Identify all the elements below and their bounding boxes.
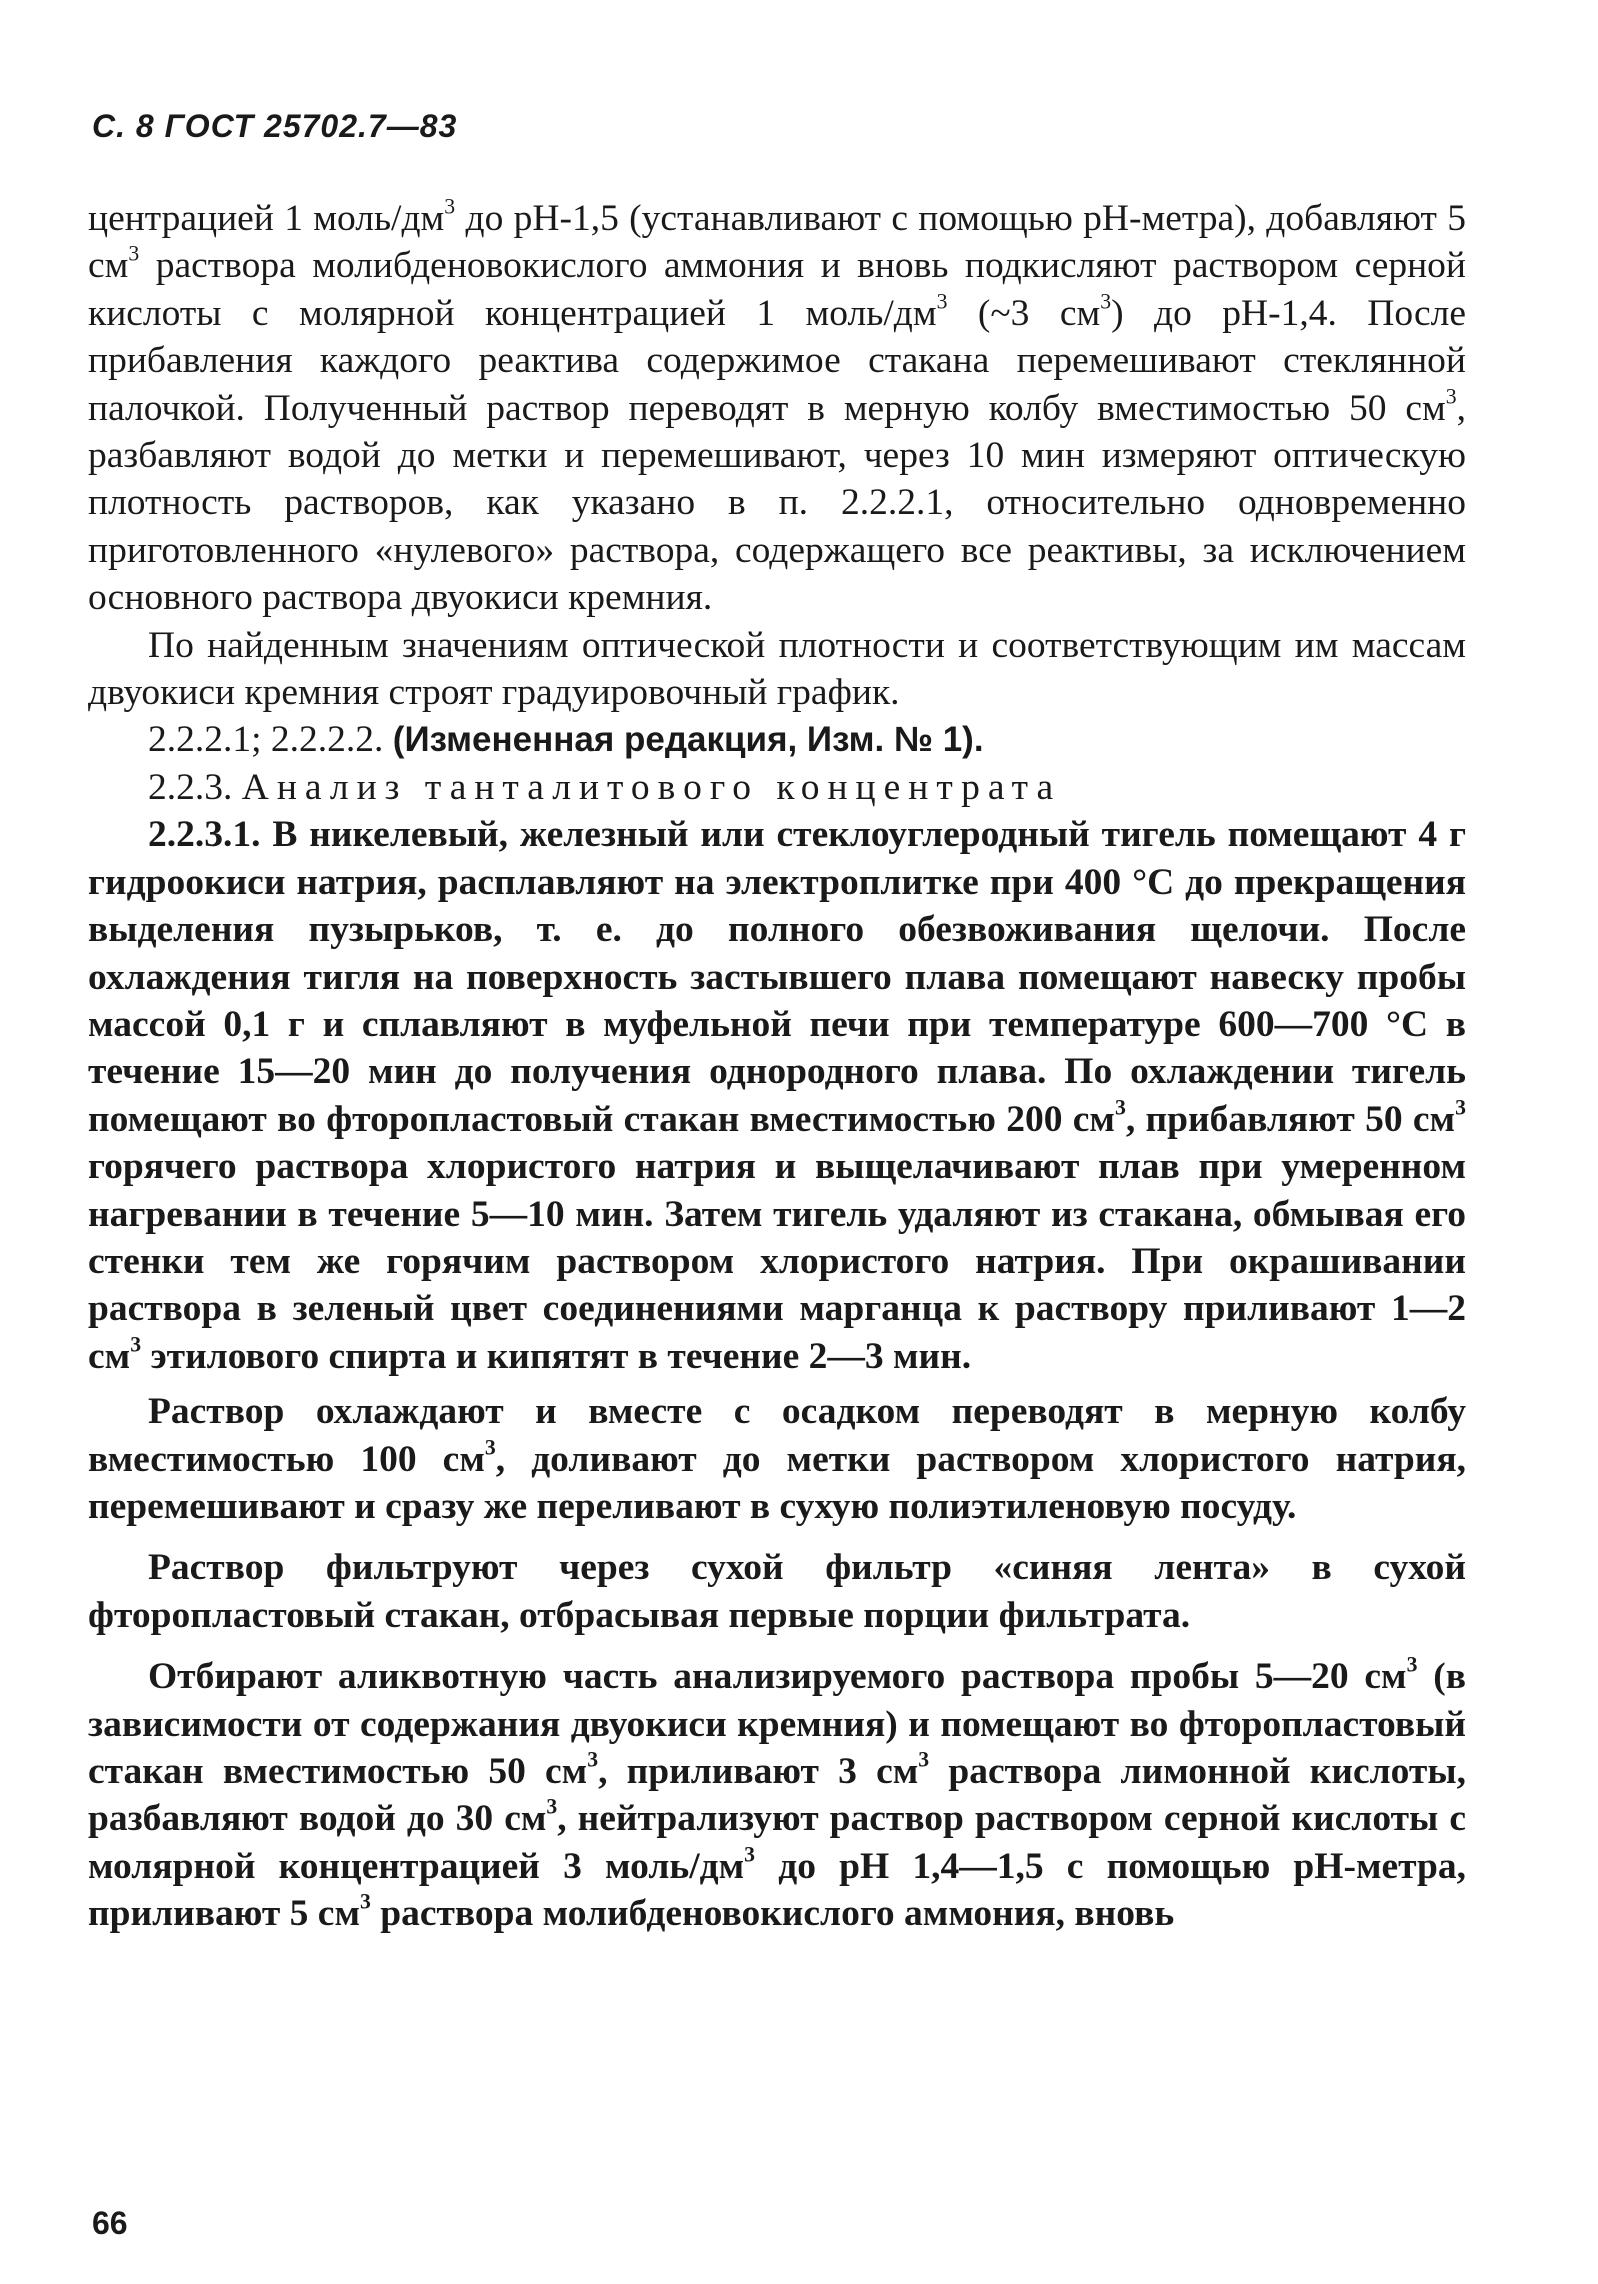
text-run: раствора молибденовокислого аммония, вновь (370, 1893, 1175, 1935)
paragraph-procedure (88, 811, 1466, 1380)
text-run: центрацией 1 моль/дм (88, 198, 445, 239)
section-heading (88, 764, 1466, 811)
superscript: 3 (546, 1795, 558, 1820)
text-run: до рН 1,4—1,5 с помощью рН-метра, приливают 5 см (88, 1845, 1466, 1935)
text-run: этилового спирта и кипятят в течение 2—3 мин. (141, 1335, 972, 1377)
superscript: 3 (1100, 289, 1112, 314)
text-run: ) до рН-1,4. После прибавления каждого реактива содержимое стакана перемешивают стеклянной палочкой. Полученный раствор переводят в мерную колбу вместимостью 50 см (88, 292, 1467, 429)
text-run: горячего раствора хлористого натрия и выщелачивают плав при умеренном нагревании в течение 5—10 мин. Затем тигель удаляют из стакана, обмывая его стенки тем же горячим раствором хлористого натрия. При окрашивании раствора в зеленый цвет соединениями марганца к раствору приливают 1—2 см (88, 1146, 1466, 1377)
text-run: , приливают 3 см (598, 1751, 919, 1792)
paragraph-amendment-note (88, 716, 1466, 763)
text-run: Раствор охлаждают и вместе с осадком переводят в мерную колбу вместимостью 100 см (88, 1391, 1466, 1480)
superscript: 3 (444, 194, 456, 219)
superscript: 3 (484, 1435, 496, 1460)
superscript: 3 (1114, 1095, 1126, 1120)
superscript: 3 (1445, 384, 1457, 409)
running-header: С. 8 ГОСТ 25702.7—83 (92, 108, 458, 144)
text-run: Отбирают аликвотную часть анализируемого раствора пробы 5—20 см (148, 1656, 1407, 1698)
superscript: 3 (360, 1889, 371, 1914)
superscript: 3 (587, 1747, 599, 1772)
text-run: 2.2.3.1. В никелевый, железный или стеклоуглеродный тигель помещают 4 г гидроокиси натрия, расплавляют на электроплитке при 400 °С до прекращения выделения пузырьков, т. е. до полного обезвоживания щелочи. После охлаждения тигля на поверхность застывшего плава помещают навеску пробы массой 0,1 г и сплавляют в муфельной печи при температуре 600—700 °С в течение 15—20 мин до получения однородного плава. По охлаждении тигель помещают во фторопластовый стакан вместимостью 200 см (88, 814, 1466, 1140)
text-run: , нейтрализуют раствор раствором серной кислоты с молярной концентрацией 3 моль/дм (88, 1798, 1466, 1887)
text-run: (в зависимости от содержания двуокиси кремния) и помещают во фторопластовый стакан вместимостью 50 см (88, 1656, 1466, 1792)
body-text (88, 195, 1466, 1938)
paragraph-aliquot (88, 1653, 1466, 1937)
text-run: , прибавляют 50 см (1125, 1098, 1456, 1140)
page-number: 66 (92, 2205, 128, 2241)
text-run: , разбавляют водой до метки и перемешивают, через 10 мин измеряют оптическую плотность растворов, как указано в п. 2.2.2.1, относительно одновременно приготовленного «нулевого» раствора, содержащего все реактивы, за исключением основного раствора двуокиси кремния. (88, 387, 1466, 619)
superscript: 3 (128, 242, 140, 267)
text-run: , доливают до метки раствором хлористого натрия, перемешивают и сразу же переливают в сухую полиэтиленовую посуду. (88, 1438, 1466, 1527)
amendment-note: (Измененная редакция, Изм. № 1). (392, 720, 984, 760)
superscript: 3 (1455, 1095, 1466, 1120)
section-reference: 2.2.2.1; 2.2.2.2. (148, 719, 393, 761)
text-run: раствора молибденовокислого аммония и вновь подкисляют раствором серной кислоты с молярной концентрацией 1 моль/дм (88, 245, 1466, 334)
superscript: 3 (130, 1332, 142, 1357)
superscript: 3 (918, 1747, 930, 1772)
superscript: 3 (936, 289, 948, 314)
section-title: Анализ танталитового концентрата (241, 766, 1062, 808)
paragraph-filtering: Раствор фильтруют через сухой фильтр «синяя лента» в сухой фторопластовый стакан, отбрасывая первые порции фильтрата. (88, 1547, 1466, 1636)
text-run: раствора лимонной кислоты, разбавляют водой до 30 см (88, 1751, 1466, 1840)
text-run: (~3 см (947, 292, 1101, 334)
text-run: до рН-1,5 (устанавливают с помощью рН-метра), добавляют 5 см (88, 198, 1466, 287)
superscript: 3 (744, 1842, 756, 1867)
paragraph-calibration: По найденным значениям оптической плотности и соответствующим им массам двуокиси кремния строят градуировочный график. (88, 624, 1466, 714)
paragraph-continuation (88, 195, 1466, 622)
paragraph-cooling (88, 1388, 1466, 1530)
superscript: 3 (1406, 1652, 1418, 1677)
section-number: 2.2.3. (148, 766, 242, 808)
